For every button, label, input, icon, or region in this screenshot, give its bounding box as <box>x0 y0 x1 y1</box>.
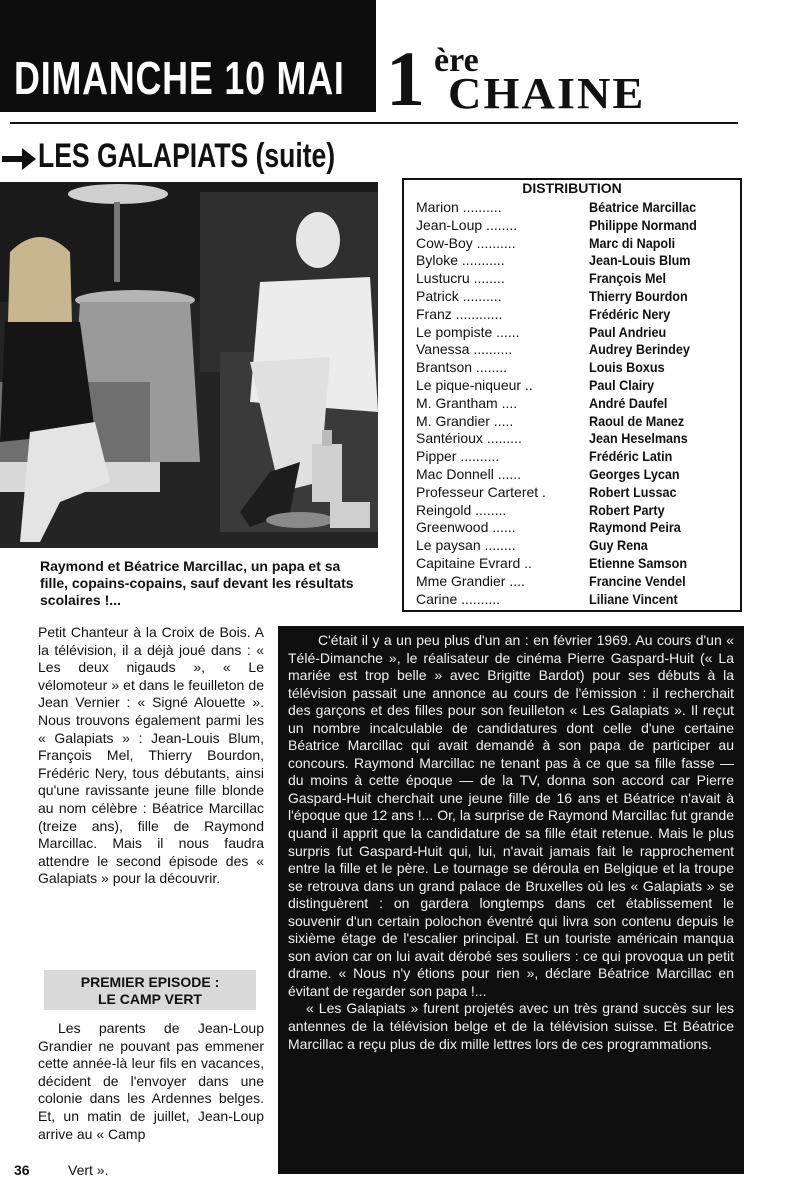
distribution-row <box>416 394 732 412</box>
distribution-row <box>416 447 732 465</box>
left-paragraph: Petit Chanteur à la Croix de Bois. A la télévision, il a déjà joué dans : « Les deux nigauds », « Le vélomoteur » et dans le feuilleton de Jean Vernier : « Signé Alouette ». Nous trouvons également parmi les « Galapiats » : Jean-Louis Blum, François Mel, Thierry Bourdon, Frédéric Nery, tous débutants, ainsi qu'une ravissante jeune fille blonde au nom célèbre : Béatrice Marcillac (treize ans), fille de Raymond Marcillac. Mais il nous faudra attendre le second épisode des « Galapiats » pour la découvrir. <box>38 624 264 887</box>
distribution-row <box>416 518 732 536</box>
role-name: Byloke ........... <box>416 252 505 269</box>
distribution-row <box>416 305 732 323</box>
actor-name: François Mel <box>589 270 667 287</box>
distribution-row <box>416 483 732 501</box>
actor-name: Raoul de Manez <box>589 412 685 429</box>
actor-name: Marc di Napoli <box>589 234 676 251</box>
distribution-row <box>416 216 732 234</box>
page-number: 36 <box>14 1162 30 1178</box>
story-paragraph-1: C'était il y a un peu plus d'un an : en février 1969. Au cours d'un « Télé-Dimanche », le réalisateur de cinéma Pierre Gaspard-Huit (« La mariée est trop belle » avec Brigitte Bardot) pour ses débuts à la télévision passait une annonce au cours de l'émission : il recherchait des garçons et des filles pour son feuilleton « Les Galapiats ». Il reçut un nombre incalculable de candidatures dont celle d'une certaine Béatrice Marcillac qui avait demandé à son papa de participer au concours. Raymond Marcillac ne tenant pas à ce que sa fille fasse — du moins à cette époque — de la TV, donna son accord car Pierre Gaspard-Huit cherchait une jeune fille de 16 ans et Béatrice n'avait à l'époque que 12 ans !... Or, la surprise de Raymond Marcillac fut grande quand il apprit que la candidature de sa fille était retenue. Mais le plus surpris fut Gaspard-Huit qui, lui, n'avait jamais fait le rapprochement entre la fille et le père. Le tournage se déroula en Belgique et la troupe se retrouva dans un grand palace de Bruxelles où les « Galapiats » se distinguèrent : on gardera longtemps dans cet établissement le souvenir d'un certain polochon éventré qui livra son contenu depuis le sixième étage de l'escalier principal. Et un touriste américain manqua son avion car on lui avait dérobé ses souliers : ce qui provoqua un petit drame. « Nous n'y étions pour rien », déclare Béatrice Marcillac en évitant de regarder son papa !... <box>288 632 734 999</box>
actor-name: Guy Rena <box>589 537 648 554</box>
role-name: Brantson ........ <box>416 359 508 376</box>
role-name: Lustucru ........ <box>416 270 505 287</box>
role-name: Le paysan ........ <box>416 537 516 554</box>
episode-heading <box>44 970 256 1010</box>
header-date: DIMANCHE 10 MAI <box>14 52 345 104</box>
story-paragraph-2: « Les Galapiats » furent projetés avec un très grand succès sur les antennes de la télévision belge et de la télévision suisse. Et Béatrice Marcillac a reçu plus de dix mille lettres lors de ces programmations. <box>288 1000 734 1052</box>
actor-name: Raymond Peira <box>589 519 681 536</box>
actor-name: Paul Clairy <box>589 377 655 393</box>
actor-name: Francine Vendel <box>589 572 686 589</box>
role-name: Le pique-niqueur .. <box>416 377 533 393</box>
actor-name: Frédéric Latin <box>589 448 673 465</box>
section-title: LES GALAPIATS (suite) <box>38 137 336 175</box>
distribution-row <box>416 269 732 287</box>
actor-name: Georges Lycan <box>589 466 680 482</box>
channel-superscript: ère <box>434 42 479 79</box>
distribution-row <box>416 358 732 376</box>
role-name: Jean-Loup ........ <box>416 216 518 233</box>
actor-name: Jean-Louis Blum <box>589 252 691 269</box>
arrow-right-icon <box>2 146 36 172</box>
distribution-row <box>416 590 732 608</box>
distribution-row <box>416 412 732 430</box>
role-name: Santérioux ......... <box>416 430 522 447</box>
actor-name: Frédéric Nery <box>589 305 671 322</box>
actor-name: André Daufel <box>589 394 668 411</box>
role-name: Cow-Boy .......... <box>416 234 516 251</box>
actor-name: Philippe Normand <box>589 216 697 233</box>
episode-heading-line2: LE CAMP VERT <box>98 991 202 1007</box>
role-name: Reingold ........ <box>416 501 507 518</box>
distribution-row <box>416 287 732 305</box>
role-name: Franz ............ <box>416 305 503 322</box>
distribution-row <box>416 376 732 394</box>
photo-caption: Raymond et Béatrice Marcillac, un papa et sa fille, copains-copains, sauf devant les résultats scolaires !... <box>40 558 354 608</box>
role-name: Pipper .......... <box>416 448 500 465</box>
actor-name: Louis Boxus <box>589 359 665 376</box>
distribution-row <box>416 536 732 554</box>
story-box <box>278 626 744 1174</box>
distribution-row <box>416 429 732 447</box>
distribution-title: DISTRIBUTION <box>522 180 622 196</box>
distribution-row <box>416 251 732 269</box>
distribution-row <box>416 554 732 572</box>
actor-name: Liliane Vincent <box>589 590 678 607</box>
channel-number: 1 <box>386 35 425 122</box>
left-column-text-2 <box>38 1020 264 1143</box>
role-name: Capitaine Evrard .. <box>416 555 532 571</box>
actor-name: Béatrice Marcillac <box>589 199 697 215</box>
header-date-banner <box>0 0 376 112</box>
role-name: Mac Donnell ...... <box>416 466 522 482</box>
actor-name: Thierry Bourdon <box>589 288 688 304</box>
role-name: Carine .......... <box>416 590 501 607</box>
distribution-row <box>416 234 732 252</box>
channel-name: CHAINE <box>448 69 646 118</box>
distribution-row <box>416 465 732 483</box>
distribution-row <box>416 323 732 341</box>
role-name: Marion .......... <box>416 199 502 215</box>
actor-name: Robert Lussac <box>589 483 677 500</box>
role-name: Vanessa .......... <box>416 341 513 358</box>
actor-name: Paul Andrieu <box>589 323 667 340</box>
photo-father-daughter <box>0 182 378 548</box>
episode-heading-line1: PREMIER EPISODE : <box>80 974 220 990</box>
actor-name: Jean Heselmans <box>589 430 688 447</box>
distribution-row <box>416 572 732 590</box>
distribution-box <box>402 178 742 612</box>
left-paragraph-2-end: Vert ». <box>68 1162 109 1178</box>
role-name: Le pompiste ...... <box>416 323 520 340</box>
role-name: M. Grandier ..... <box>416 412 514 429</box>
left-paragraph-2: Les parents de Jean-Loup Grandier ne pouvant pas emmener cette année-là leur fils en vacances, décident de l'envoyer dans une colonie dans les Ardennes belges. Et, un matin de juillet, Jean-Loup arrive au « Camp <box>38 1020 264 1142</box>
role-name: Mme Grandier .... <box>416 572 525 589</box>
story-text <box>288 632 734 1053</box>
left-column-text <box>38 624 264 888</box>
actor-name: Audrey Berindey <box>589 341 690 358</box>
role-name: Professeur Carteret . <box>416 483 546 500</box>
distribution-row <box>416 198 732 216</box>
role-name: M. Grantham .... <box>416 394 518 411</box>
header-rule <box>10 122 738 124</box>
role-name: Greenwood ...... <box>416 519 516 536</box>
actor-name: Etienne Samson <box>589 555 688 571</box>
distribution-row <box>416 501 732 519</box>
distribution-row <box>416 340 732 358</box>
actor-name: Robert Party <box>589 501 665 518</box>
role-name: Patrick .......... <box>416 288 502 304</box>
